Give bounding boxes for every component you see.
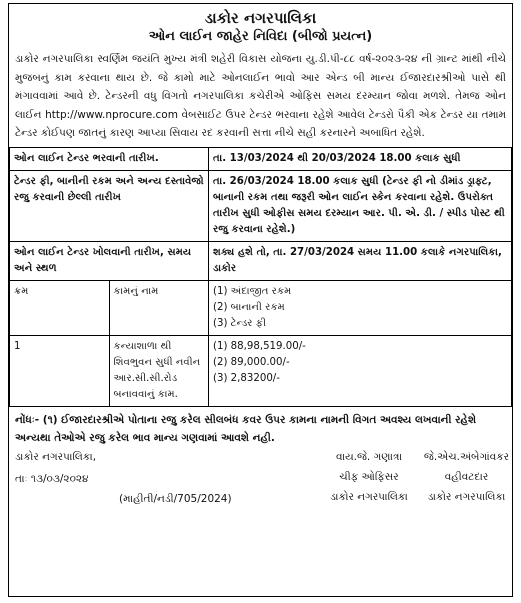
signatory-name: જે.એચ.અંબેગાંવકર bbox=[423, 450, 510, 463]
row-value: તા. 26/03/2024 18.00 કલાક સુધી (ટેન્ડર ફી નો ડીમાંડ ડ્રાફ્ટ, બાનાની રકમ તથા જરૂરી ઓન લાઈન સ્કેન કરવાના રહેશે. ઉપરોક્ત તારીખ સુધી ઓફીસ સમય દરમ્યાન આર. પી. એ. ડી. / સ્પીડ પોસ્ટ થી રજુ કરવાના રહેશે.) bbox=[209, 170, 512, 241]
signatory-chief-officer bbox=[314, 447, 424, 507]
footer-date: તાઃ ૧૩/૦૩/૨૦૨૪ bbox=[15, 472, 89, 485]
signatory-office: ડાકોર નગરપાલિકા bbox=[330, 490, 408, 503]
row-value: તા. 13/03/2024 થી 20/03/2024 18.00 કલાક સુધી bbox=[209, 147, 512, 170]
page-title: ડાકોર નગરપાલિકા bbox=[204, 9, 317, 27]
tender-notice bbox=[8, 3, 513, 597]
detail-item: (1) અંદાજીત રકમ bbox=[213, 285, 292, 297]
table-row bbox=[10, 241, 512, 280]
work-sr: 1 bbox=[10, 335, 110, 406]
intro-paragraph: ડાકોર નગરપાલિકા સ્વર્ણિમ જયંતિ મુખ્ય મંત્રી શહેરી વિકાસ યોજના યુ.ડી.પી-૮૮ વર્ષ-૨૦૨૩-૨૪ ની ગ્રાન્ટ માંથી નીચે મુજબનું કામ કરવાના થાય છે. જે કામો માટે ઓનલાઈન ભાવો આર એન્ડ બી માન્ય ઈજારદારશ્રીઓ પાસે થી મંગાવવામાં આવે છે. ટેન્ડરની વધુ વિગતો નગરપાલિકા કચેરીએ ઓફિસ સમય દરમ્યાન જોવા મળશે. તેમજ ઓન લાઈન http://www.nprocure.com વેબસાઈટ ઉપર ટેન્ડર ભરવાના રહેશે આવેલ ટેન્ડરો પૈકી એક ટેન્ડર યા તમામ ટેન્ડર કોઈપણ જાતનું કારણ આપ્યા સિવાય રદ કરવાની સત્તા નીચે સહી કરનારને અબાધિત રહેશે. bbox=[15, 53, 506, 139]
page-subtitle: ઓન લાઈન જાહેર નિવિદા (બીજો પ્રયત્ન) bbox=[148, 29, 373, 44]
signature-block bbox=[9, 447, 512, 509]
amount-value: (3) 2,83200/- bbox=[213, 372, 280, 384]
note-text: નોંધઃ- (૧) ઈજારદારશ્રીએ પોતાના રજુ કરેલ સીલબંધ કવર ઉપર કામના નામની વિગત અવશ્ય લખવાની રહેશે અન્યથા તેઓએ રજુ કરેલ ભાવ માન્ય ગણવામાં આવશે નહી. bbox=[15, 413, 477, 444]
signatory-administrator bbox=[419, 447, 514, 507]
footer-place: ડાકોર નગરપાલિકા, bbox=[15, 450, 97, 463]
signatory-title: ચીફ ઓફિસર bbox=[339, 470, 399, 483]
work-name: કન્યાશાળા થી શિવભુવન સુધી નવીન આર.સી.સી.રોડ બનાવવાનું કામ. bbox=[109, 335, 209, 406]
table-row bbox=[10, 147, 512, 170]
table-row bbox=[10, 170, 512, 241]
detail-item: (3) ટેન્ડર ફી bbox=[213, 317, 266, 329]
row-value: શક્ય હશે તો, તા. 27/03/2024 સમય 11.00 કલાકે નગરપાલિકા, ડાકોર bbox=[209, 241, 512, 280]
work-values bbox=[209, 335, 512, 406]
signatory-name: વાય.જે. ગણાત્રા bbox=[335, 450, 403, 463]
detail-item: (2) બાનાની રકમ bbox=[213, 301, 285, 313]
amount-value: (2) 89,000.00/- bbox=[213, 356, 290, 368]
amount-value: (1) 88,98,519.00/- bbox=[213, 340, 306, 352]
work-name-header: કામનું નામ bbox=[109, 280, 209, 335]
signatory-title: વહીવટદાર bbox=[444, 470, 489, 483]
work-header-row bbox=[10, 280, 512, 335]
work-row bbox=[10, 335, 512, 406]
row-label: ઓન લાઈન ટેન્ડર ભરવાની તારીખ. bbox=[10, 147, 209, 170]
signatory-office: ડાકોર નગરપાલિકા bbox=[427, 490, 506, 503]
row-label: ટેન્ડર ફી, બાનીની રકમ અને અન્ય દસ્તાવેજો રજુ કરવાની છેલ્લી તારીખ bbox=[10, 170, 209, 241]
row-label: ઓન લાઈન ટેન્ડર ખોલવાની તારીખ, સમય અને સ્થળ bbox=[10, 241, 209, 280]
footer-ref: (માહીતી/નડી/705/2024) bbox=[119, 492, 232, 505]
work-sr-header: ક્રમ bbox=[10, 280, 110, 335]
work-details-header bbox=[209, 280, 512, 335]
tender-details-table bbox=[9, 147, 512, 407]
